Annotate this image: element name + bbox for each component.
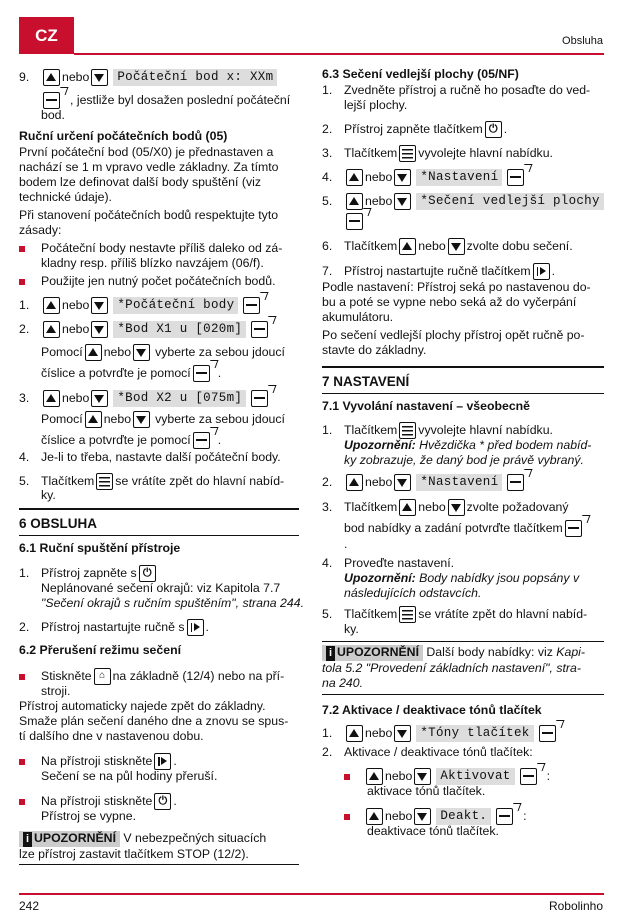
section-7-title: 7 NASTAVENÍ <box>322 374 410 389</box>
up-arrow-icon <box>366 808 383 825</box>
lcd-display: *Bod X1 u [020m] <box>113 321 246 338</box>
step-9-cont: , jestliže byl dosažen poslední počáteční <box>41 92 290 109</box>
lcd-display: *Nastavení <box>416 169 502 186</box>
up-arrow-icon <box>346 169 363 186</box>
bullet-icon <box>19 246 25 252</box>
down-arrow-icon <box>448 499 465 516</box>
s71-step-4: 4. Proveďte nastavení. Upozornění: Body nabídky jsou popsány v následujících odstavcích. <box>322 556 580 600</box>
ok-icon <box>193 365 210 382</box>
down-arrow-icon <box>133 411 150 428</box>
s71-step-2: 2. nebo *Nastavení <box>322 474 526 491</box>
manual-p1: První počáteční bod (05/X0) je přednastaven a nachází se 1 m vpravo vedle základny. Za tímto bodem lze definovat další body spuštění (viz technické údaje). <box>19 145 279 204</box>
lcd-display: *Bod X2 u [075m] <box>113 390 246 407</box>
lcd-display: Deakt. <box>436 808 491 825</box>
up-arrow-icon <box>346 725 363 742</box>
s61-step-2: 2. Přístroj nastartujte ručně s . <box>19 620 209 634</box>
bullet-1: Počáteční body nestavte příliš daleko od zá- kladny resp. příliš blízko navzájem (06/f). <box>19 241 282 271</box>
manual-step-1: 1. nebo *Počáteční body <box>19 297 262 314</box>
s62-p1: Přístroj automaticky najede zpět do základny. Smaže plán sečení daného dne a znovu se spus- tí dalšího dne v nastavenou dobu. <box>19 699 289 743</box>
s63-step-2: 2. Přístroj zapněte tlačítkem ⏻ . <box>322 122 508 136</box>
section-6-title: 6 OBSLUHA <box>19 516 98 531</box>
s71-step-1: 1. Tlačítkem vyvolejte hlavní nabídku. <box>322 423 553 437</box>
up-arrow-icon <box>366 768 383 785</box>
up-arrow-icon <box>399 499 416 516</box>
s63-p1: Podle nastavení: Přístroj seká po nastavenou do- bu a poté se vypne nebo seká až do vyčerpání akumulátoru. <box>322 280 591 324</box>
down-arrow-icon <box>91 297 108 314</box>
bullet-icon <box>19 279 25 285</box>
ok-icon <box>193 432 210 449</box>
info-icon: i <box>23 832 32 847</box>
ok-icon <box>539 725 556 742</box>
menu-icon <box>399 422 416 439</box>
up-arrow-icon <box>85 344 102 361</box>
divider <box>322 393 604 394</box>
menu-icon <box>399 606 416 623</box>
section-6-1-title: 6.1 Ruční spuštění přístroje <box>19 541 181 555</box>
s72-step-2: 2. Aktivace / deaktivace tónů tlačítek: <box>322 745 533 759</box>
power-icon: ⏻ <box>154 793 171 810</box>
divider <box>322 366 604 368</box>
s63-step-6: 6. Tlačítkem nebo zvolte dobu sečení. <box>322 239 573 253</box>
divider <box>322 641 604 642</box>
lcd-display: *Tóny tlačítek <box>416 725 533 742</box>
page-number: 242 <box>19 899 40 913</box>
s62-bullet-2: Na přístroji stiskněte . <box>19 753 177 770</box>
manual-heading: Ruční určení počátečních bodů (05) <box>19 129 228 143</box>
section-6-2-title: 6.2 Přerušení režimu sečení <box>19 643 181 657</box>
note-box: i UPOZORNĚNÍ V nebezpečných situacích lze přístroj zastavit tlačítkem STOP (12/2). <box>19 831 267 861</box>
ok-icon <box>346 213 363 230</box>
step-9: 9. nebo Počáteční bod x: XXm <box>19 69 280 86</box>
ok-icon <box>496 808 513 825</box>
up-arrow-icon <box>43 321 60 338</box>
s62-bullet-1: Stiskněte ⌂ na základně (12/4) nebo na pří- <box>19 668 284 685</box>
header-section: Obsluha <box>562 35 603 47</box>
footer-brand: Robolinho <box>548 899 603 913</box>
section-7-2-title: 7.2 Aktivace / deaktivace tónů tlačítek <box>322 703 542 717</box>
s63-step-1: 1. Zvedněte přístroj a ručně ho posaďte do ved- lejší plochy. <box>322 83 591 112</box>
play-icon <box>187 619 204 636</box>
bullet-2: Použijte jen nutný počet počátečních bodů. <box>19 274 276 289</box>
manual-step-5: 5. Tlačítkem se vrátíte zpět do hlavní nabíd- <box>19 474 285 488</box>
divider <box>322 694 604 695</box>
up-arrow-icon <box>346 474 363 491</box>
ok-icon <box>43 92 60 109</box>
ok-icon <box>520 768 537 785</box>
lcd-display: Aktivovat <box>436 768 514 785</box>
divider <box>19 508 299 510</box>
s72-bullet-1: nebo Aktivovat : <box>344 768 550 785</box>
lcd-display: Počáteční bod x: XXm <box>113 69 277 86</box>
up-arrow-icon <box>43 297 60 314</box>
down-arrow-icon <box>414 808 431 825</box>
bullet-icon <box>19 799 25 805</box>
down-arrow-icon <box>394 474 411 491</box>
down-arrow-icon <box>394 169 411 186</box>
down-arrow-icon <box>91 69 108 86</box>
power-icon: ⏻ <box>139 565 156 582</box>
down-arrow-icon <box>91 390 108 407</box>
manual-step-2: 2. nebo *Bod X1 u [020m] <box>19 321 270 338</box>
s71-step-5: 5. Tlačítkem se vrátíte zpět do hlavní nabíd- <box>322 607 588 621</box>
section-6-3-title: 6.3 Sečení vedlejší plochy (05/NF) <box>322 67 519 81</box>
lcd-display: *Sečení vedlejší plochy <box>416 193 603 210</box>
s63-step-3: 3. Tlačítkem vyvolejte hlavní nabídku. <box>322 146 553 160</box>
lcd-display: *Nastavení <box>416 474 502 491</box>
divider <box>19 864 299 865</box>
s71-step-3: 3. Tlačítkem nebo zvolte požadovaný <box>322 500 569 514</box>
power-icon: ⏻ <box>485 121 502 138</box>
ok-icon <box>507 474 524 491</box>
note-box-2: i UPOZORNĚNÍ Další body nabídky: viz Kapi- tola 5.2 "Provedení základních nastavení", stra- na 240. <box>322 645 585 690</box>
home-icon: ⌂ <box>94 668 111 685</box>
menu-icon <box>399 145 416 162</box>
manual-p2: Při stanovení počátečních bodů respektujte tyto zásady: <box>19 208 279 237</box>
up-arrow-icon <box>43 69 60 86</box>
manual-step-3: 3. nebo *Bod X2 u [075m] <box>19 390 270 407</box>
down-arrow-icon <box>394 725 411 742</box>
s72-step-1: 1. nebo *Tóny tlačítek <box>322 725 558 742</box>
s62-bullet-3: Na přístroji stiskněte ⏻ . <box>19 793 177 810</box>
divider <box>19 535 299 536</box>
down-arrow-icon <box>394 193 411 210</box>
play-icon <box>533 263 550 280</box>
ok-icon <box>251 390 268 407</box>
down-arrow-icon <box>133 344 150 361</box>
s63-step-5: 5. nebo *Sečení vedlejší plochy <box>322 193 607 210</box>
s63-step-7: 7. Přístroj nastartujte ručně tlačítkem . <box>322 264 555 278</box>
ok-icon <box>243 297 260 314</box>
bullet-icon <box>19 759 25 765</box>
up-arrow-icon <box>43 390 60 407</box>
s63-step-4: 4. nebo *Nastavení <box>322 169 526 186</box>
up-arrow-icon <box>346 193 363 210</box>
ok-icon <box>251 321 268 338</box>
footer-rule <box>19 893 604 895</box>
manual-step-4: 4. Je-li to třeba, nastavte další počáteční body. <box>19 450 281 464</box>
info-icon: i <box>326 646 335 661</box>
down-arrow-icon <box>448 238 465 255</box>
s72-bullet-2: nebo Deakt. : <box>344 808 527 825</box>
down-arrow-icon <box>91 321 108 338</box>
section-7-1-title: 7.1 Vyvolání nastavení – všeobecně <box>322 399 531 413</box>
ok-icon <box>565 520 582 537</box>
up-arrow-icon <box>399 238 416 255</box>
bullet-icon <box>19 674 25 680</box>
bullet-icon <box>344 814 350 820</box>
s63-p2: Po sečení vedlejší plochy přístroj opět ručně po- stavte do základny. <box>322 328 585 357</box>
down-arrow-icon <box>414 768 431 785</box>
ok-icon <box>507 169 524 186</box>
lcd-display: *Počáteční body <box>113 297 238 314</box>
s61-step-1: 1. Přístroj zapněte s ⏻ <box>19 565 158 582</box>
header-rule <box>74 53 604 55</box>
bullet-icon <box>344 774 350 780</box>
play-icon <box>154 753 171 770</box>
up-arrow-icon <box>85 411 102 428</box>
menu-icon <box>96 473 113 490</box>
language-badge: CZ <box>19 17 74 54</box>
